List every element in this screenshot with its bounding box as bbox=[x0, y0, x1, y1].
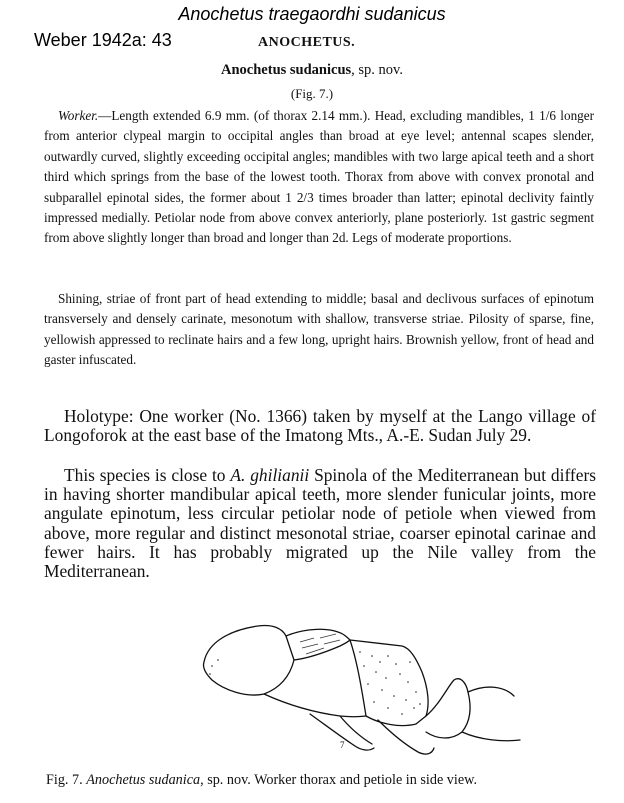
caption-suffix: , sp. nov. Worker thorax and petiole in side view. bbox=[200, 772, 477, 788]
remarks-pre: This species is close to bbox=[64, 465, 231, 485]
sculpture-description: Shining, striae of front part of head extending to middle; basal and declivous surfaces of epinotum transversely and densely carinate, mesonotum with shallow, transverse striae. Pilosity of sparse, fine, yellowish appressed to reclinate hairs and a few long, upright hairs. Brownish yellow, front of head and gaster infuscated. bbox=[44, 291, 594, 368]
caption-prefix: Fig. 7. bbox=[46, 772, 87, 788]
pronotum-outline bbox=[203, 625, 294, 695]
caption-species: Anochetus sudanica bbox=[86, 772, 201, 788]
worker-text: —Length extended 6.9 mm. (of thorax 2.14 mm.). Head, excluding mandibles, 1 1/6 longer from anterior clypeal margin to occipital angles than broad at eye level; antennal scapes slender, outwardly curved, slightly exceeding occipital angles; mandibles with two large apical teeth and a short third which springs from the base of the lowest tooth. Thorax from above with convex pronotal and subparallel epinotal sides, the former about 1 2/3 times broader than latter; epinotal declivity faintly impressed medially. Petiolar node from above convex anteriorly, plane posteriorly. 1st gastric segment from above slightly longer than broad and longer than 2d. Legs of moderate proportions. bbox=[44, 108, 594, 246]
petiole-outline bbox=[426, 679, 470, 738]
holotype-paragraph: Holotype: One worker (No. 1366) taken by myself at the Lango village of Longoforok at the east base of the Imatong Mts., A.-E. Sudan July 29. bbox=[44, 406, 596, 446]
header-taxon: Anochetus traegaordhi sudanicus bbox=[178, 4, 446, 24]
gaster-outline bbox=[468, 687, 514, 696]
worker-lead: Worker. bbox=[58, 108, 99, 123]
remarks-species-ref: A. ghilianii bbox=[230, 465, 310, 485]
worker-description bbox=[44, 106, 594, 249]
figure-caption bbox=[46, 772, 616, 789]
species-title bbox=[0, 62, 624, 79]
header-citation: Weber 1942a: 43 bbox=[34, 30, 172, 50]
remarks-paragraph bbox=[44, 466, 596, 581]
figure-number-label: 7 bbox=[340, 740, 345, 750]
figure-reference: (Fig. 7.) bbox=[290, 86, 334, 101]
epinotum-boundary bbox=[350, 640, 366, 716]
thorax-petiole-illustration bbox=[190, 612, 590, 767]
species-name: Anochetus sudanicus bbox=[221, 62, 352, 78]
mesonotum-suture bbox=[294, 640, 350, 660]
species-status: , sp. nov. bbox=[351, 62, 403, 78]
thorax-ventral bbox=[264, 694, 366, 717]
remarks-post: Spinola of the Mediterranean but differs in having shorter mandibular apical teeth, more slender funicular joints, more angulate epinotum, less circular petiolar node of petiole when viewed from above, more regular and distinct mesonotal striae, coarser epinotal carinae and fewer hairs. It has probably migrated up the Nile valley from the Mediterranean. bbox=[44, 465, 597, 582]
mesonotum-outline bbox=[286, 629, 428, 725]
gaster-outline-2 bbox=[462, 732, 520, 741]
genus-heading: ANOCHETUS. bbox=[258, 35, 356, 50]
